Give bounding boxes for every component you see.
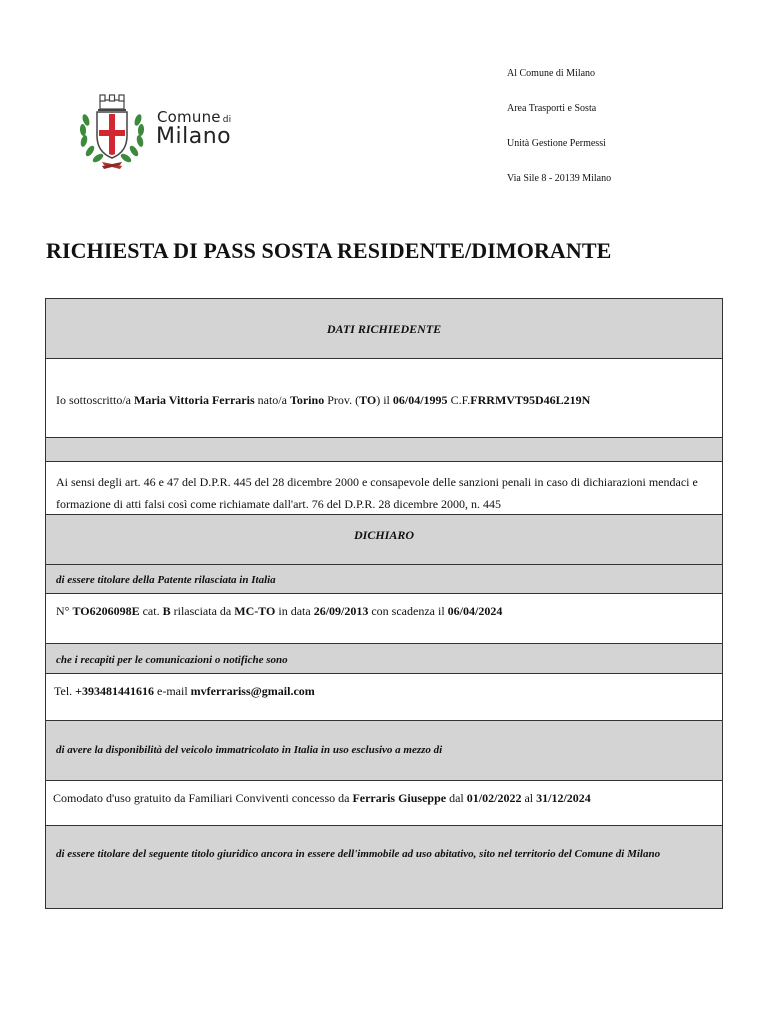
recipient-address (507, 68, 611, 208)
applicant-row: Io sottoscritto/a Maria Vittoria Ferraris nato/a Torino Prov. (TO) il 06/04/1995 C.F.FRRMVT95D46L219N (45, 359, 723, 438)
empty-spacer-row (45, 438, 723, 462)
vehicle-owner: Ferraris Giuseppe (352, 791, 447, 805)
vehicle-to-date: 31/12/2024 (536, 791, 591, 805)
license-issuer: MC-TO (234, 604, 276, 618)
phone-number: +393481441616 (75, 684, 154, 698)
license-issue-date: 26/09/2013 (313, 604, 369, 618)
section-header-dati-richiedente: DATI RICHIEDENTE (45, 298, 723, 359)
applicant-fiscal-code: FRRMVT95D46L219N (470, 393, 591, 407)
address-line: Unità Gestione Permessi (507, 138, 606, 149)
vehicle-from-date: 01/02/2022 (466, 791, 522, 805)
applicant-name: Maria Vittoria Ferraris (134, 393, 255, 407)
page-title: RICHIESTA DI PASS SOSTA RESIDENTE/DIMORANTE (46, 238, 612, 263)
contacts-heading: che i recapiti per le comunicazioni o notifiche sono (45, 644, 723, 674)
section-header-dichiaro: DICHIARO (45, 515, 723, 565)
vehicle-heading: di avere la disponibilità del veicolo immatricolato in Italia in uso esclusivo a mezzo di (45, 721, 723, 781)
license-row: N° TO6206098E cat. B rilasciata da MC-TO in data 26/09/2013 con scadenza il 06/04/2024 (45, 594, 723, 644)
license-heading: di essere titolare della Patente rilasciata in Italia (45, 565, 723, 594)
logo-milano-text: Milano (156, 124, 232, 149)
applicant-province: TO (359, 393, 377, 407)
request-form (45, 298, 723, 909)
milan-coat-of-arms-icon (76, 92, 152, 172)
address-line: Via Sile 8 - 20139 Milano (507, 173, 612, 184)
license-number: TO6206098E (72, 604, 140, 618)
applicant-birthplace: Torino (289, 393, 325, 407)
email-address: mvferrariss@gmail.com (190, 684, 315, 698)
legal-declaration-text: Ai sensi degli art. 46 e 47 del D.P.R. 445 del 28 dicembre 2000 e consapevole delle sanzioni penali in caso di dichiarazioni mendaci e formazione di atti falsi così come richiamate dall'art. 76 del D.P.R. 28 dicembre 2000, n. 445 (45, 462, 723, 515)
vehicle-row: Comodato d'uso gratuito da Familiari Conviventi concesso da Ferraris Giuseppe dal 01/02/2022 al 31/12/2024 (45, 781, 723, 826)
license-expiry-date: 06/04/2024 (447, 604, 503, 618)
comune-milano-logo (76, 92, 236, 172)
address-line: Area Trasporti e Sosta (507, 103, 597, 114)
property-heading: di essere titolare del seguente titolo giuridico ancora in essere dell'immobile ad uso abitativo, sito nel territorio del Comune di Milano (45, 826, 723, 909)
address-line: Al Comune di Milano (507, 68, 596, 79)
applicant-birth-date: 06/04/1995 (392, 393, 448, 407)
license-category: B (162, 604, 171, 618)
logo-comune-text: Comune di (157, 108, 232, 126)
contacts-row: Tel. +393481441616 e-mail mvferrariss@gmail.com (45, 674, 723, 721)
